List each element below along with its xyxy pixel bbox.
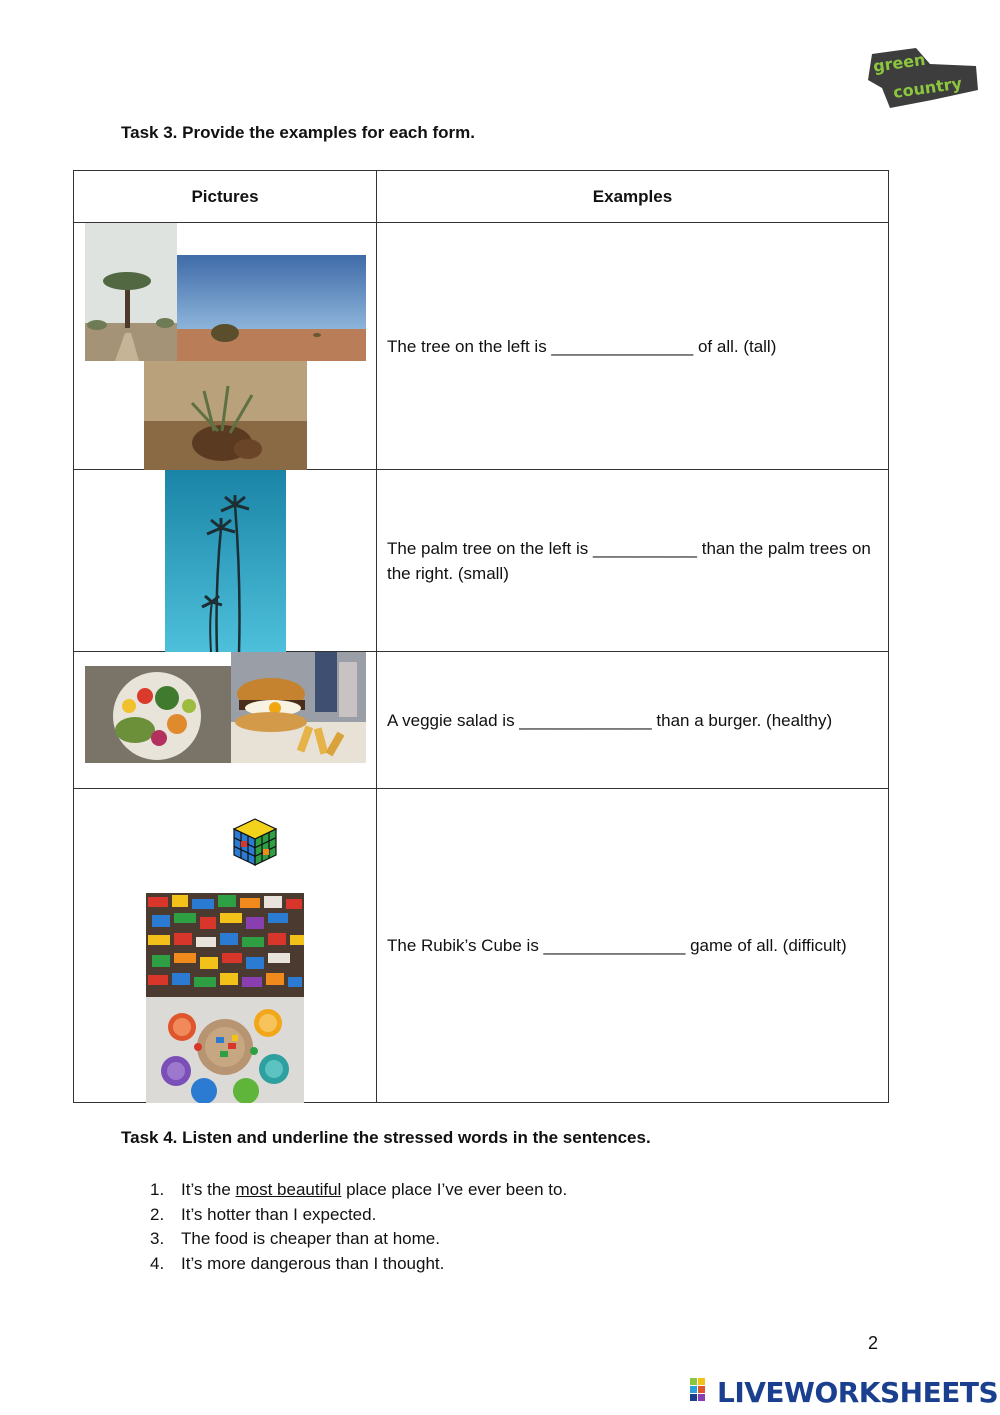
table-row — [74, 223, 889, 470]
list-item: 1. It’s the most beautiful place place I’ve ever been to. — [150, 1180, 568, 1199]
table-header-row — [74, 171, 889, 223]
colorful-bowls-image — [146, 997, 304, 1103]
pine-cone-image — [144, 361, 307, 470]
liveworksheets-logo-icon — [690, 1378, 714, 1407]
example-text-1: The tree on the left is _______________ of all. (tall) — [377, 223, 889, 470]
list-item: 3. The food is cheaper than at home. — [150, 1229, 440, 1248]
palm-trees-image — [165, 470, 286, 652]
pictures-cell — [74, 470, 377, 652]
logo-text-country: country — [891, 73, 964, 102]
table-row — [74, 470, 889, 652]
pictures-cell — [74, 223, 377, 470]
burger-image — [231, 652, 366, 763]
liveworksheets-brand: LIVEWORKSHEETS — [717, 1375, 999, 1409]
table-row — [74, 652, 889, 789]
header-pictures: Pictures — [74, 171, 377, 223]
green-country-logo — [864, 46, 982, 112]
veggie-salad-image — [85, 666, 231, 763]
page-number: 2 — [868, 1333, 879, 1353]
logo-text-green: green — [871, 49, 927, 76]
underlined-stressed-words: most beautiful — [235, 1180, 342, 1199]
list-item: 2. It’s hotter than I expected. — [150, 1204, 377, 1224]
pictures-cell — [74, 652, 377, 789]
lego-bricks-image — [146, 893, 304, 997]
example-text-4: The Rubik’s Cube is _______________ game of all. (difficult) — [377, 789, 889, 1103]
header-examples: Examples — [377, 171, 889, 223]
pictures-cell — [74, 789, 377, 1103]
stress-sentence-list — [150, 1178, 567, 1276]
example-text-3: A veggie salad is ______________ than a burger. (healthy) — [377, 652, 889, 789]
task4-title: Task 4. Listen and underline the stressed words in the sentences. — [121, 1128, 651, 1147]
rubiks-cube-image — [232, 817, 278, 867]
desert-shrub-image — [177, 255, 366, 361]
list-item: 4. It’s more dangerous than I thought. — [150, 1253, 445, 1273]
examples-table — [73, 170, 889, 1103]
table-row — [74, 789, 889, 1103]
savanna-tree-image — [85, 223, 177, 361]
example-text-2: The palm tree on the left is ___________ than the palm trees on the right. (small) — [377, 470, 889, 652]
liveworksheets-footer — [690, 1372, 998, 1412]
task3-title: Task 3. Provide the examples for each form. — [121, 123, 475, 142]
